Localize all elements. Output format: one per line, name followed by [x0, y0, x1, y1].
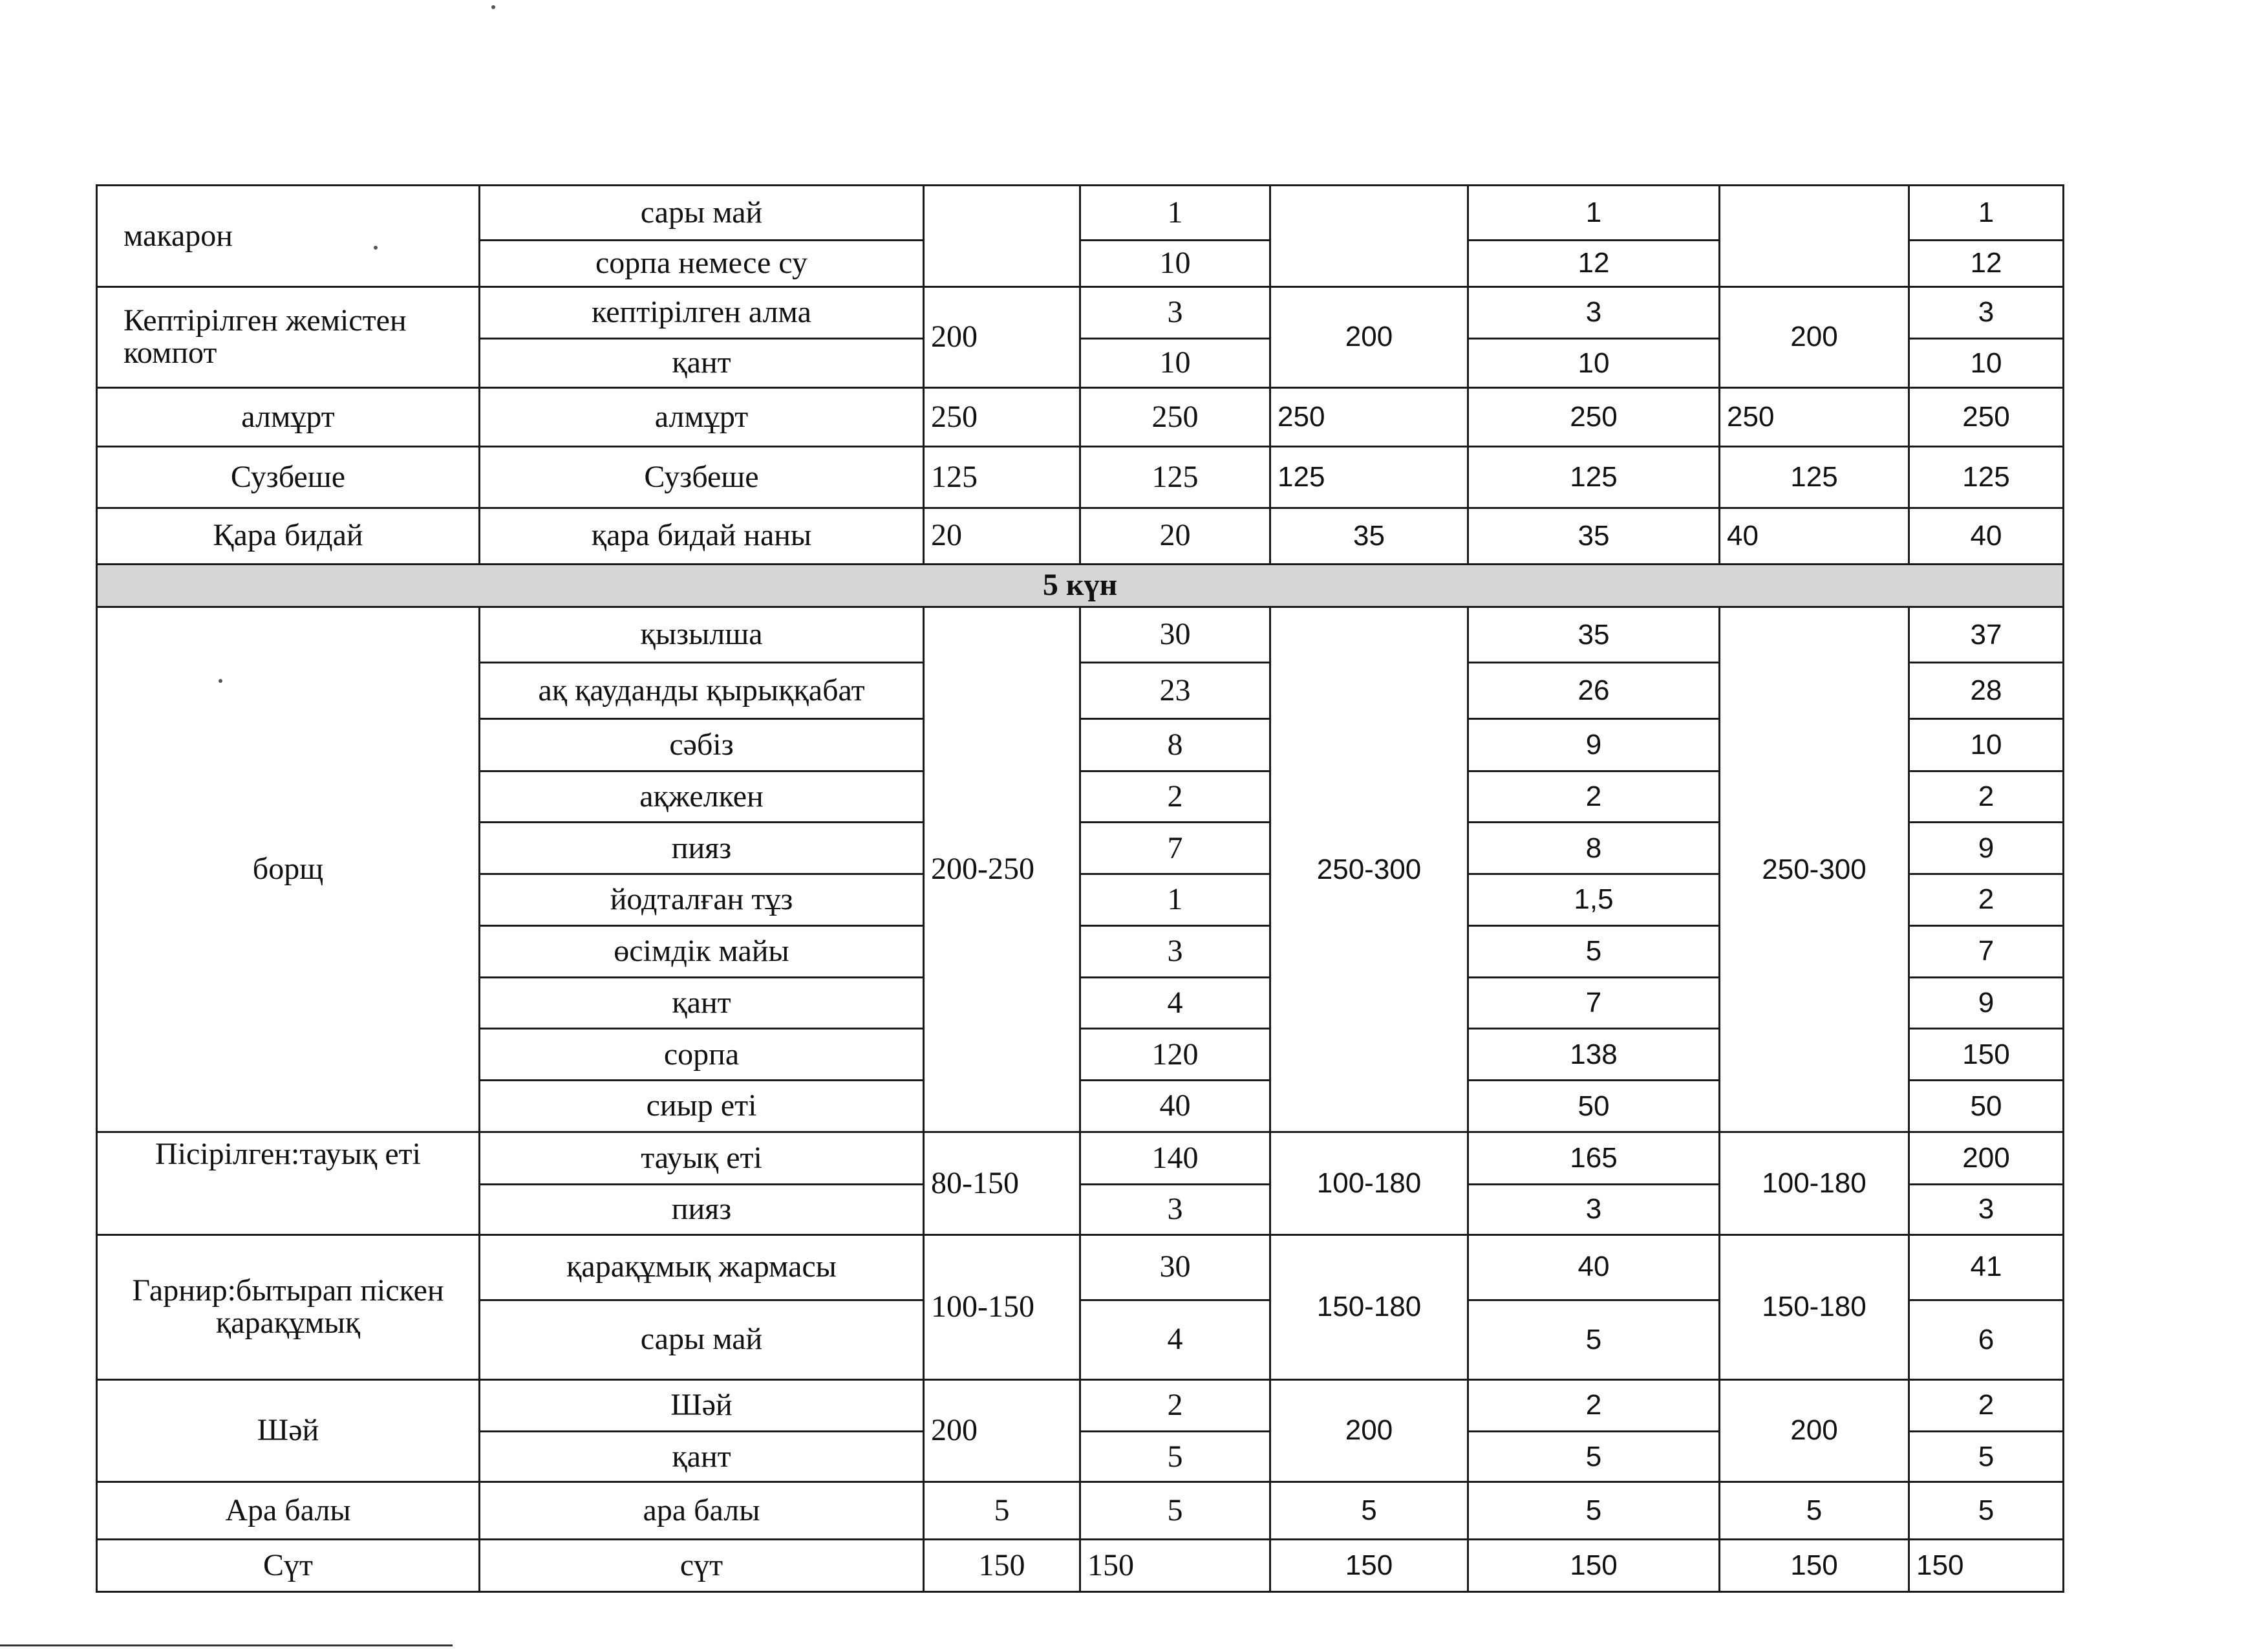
gram-age-2: 5 — [1468, 1432, 1720, 1482]
gram-age-2: 125 — [1468, 446, 1720, 508]
ingredient-name: сорпа — [480, 1029, 924, 1081]
gram-age-3: 12 — [1909, 240, 2064, 286]
gram-age-3: 150 — [1909, 1540, 2064, 1592]
table-row — [97, 1482, 2064, 1540]
portion-age-1: 125 — [924, 446, 1080, 508]
scan-speck — [219, 679, 222, 683]
gram-age-1: 20 — [1080, 508, 1270, 564]
gram-age-2: 12 — [1468, 240, 1720, 286]
portion-age-3 — [1720, 186, 1909, 287]
dish-name: борщ — [97, 607, 480, 1132]
ingredient-name: сиыр еті — [480, 1081, 924, 1132]
gram-age-2: 138 — [1468, 1029, 1720, 1081]
gram-age-3: 2 — [1909, 771, 2064, 823]
gram-age-1: 7 — [1080, 823, 1270, 874]
ingredient-name: қант — [480, 1432, 924, 1482]
menu-table — [96, 184, 2064, 1593]
ingredient-name: сары май — [480, 186, 924, 241]
day-label: 5 күн — [97, 564, 2064, 607]
gram-age-1: 1 — [1080, 874, 1270, 926]
ingredient-name: алмұрт — [480, 387, 924, 446]
portion-age-1: 5 — [924, 1482, 1080, 1540]
gram-age-1: 140 — [1080, 1132, 1270, 1185]
gram-age-1: 125 — [1080, 446, 1270, 508]
gram-age-3: 5 — [1909, 1432, 2064, 1482]
ingredient-name: сорпа немесе су — [480, 240, 924, 286]
gram-age-1: 23 — [1080, 663, 1270, 719]
gram-age-2: 2 — [1468, 1379, 1720, 1432]
portion-age-2: 200 — [1270, 286, 1468, 387]
gram-age-3: 40 — [1909, 508, 2064, 564]
table-row — [97, 1234, 2064, 1300]
gram-age-1: 5 — [1080, 1482, 1270, 1540]
portion-age-3: 100-180 — [1720, 1132, 1909, 1235]
gram-age-2: 5 — [1468, 1482, 1720, 1540]
gram-age-3: 3 — [1909, 1184, 2064, 1234]
ingredient-name: қарақұмық жармасы — [480, 1234, 924, 1300]
portion-age-2: 5 — [1270, 1482, 1468, 1540]
portion-age-2: 100-180 — [1270, 1132, 1468, 1235]
dish-name: Сузбеше — [97, 446, 480, 508]
gram-age-3: 7 — [1909, 925, 2064, 977]
ingredient-name: қара бидай наны — [480, 508, 924, 564]
gram-age-3: 125 — [1909, 446, 2064, 508]
gram-age-2: 1 — [1468, 186, 1720, 241]
portion-age-1: 80-150 — [924, 1132, 1080, 1235]
ingredient-name: ара балы — [480, 1482, 924, 1540]
portion-age-1 — [924, 186, 1080, 287]
scan-speck — [374, 246, 378, 250]
gram-age-2: 2 — [1468, 771, 1720, 823]
gram-age-2: 7 — [1468, 977, 1720, 1029]
ingredient-name: тауық еті — [480, 1132, 924, 1185]
gram-age-2: 26 — [1468, 663, 1720, 719]
table-row — [97, 1379, 2064, 1432]
gram-age-2: 165 — [1468, 1132, 1720, 1185]
portion-age-2: 35 — [1270, 508, 1468, 564]
gram-age-3: 1 — [1909, 186, 2064, 241]
ingredient-name: Сузбеше — [480, 446, 924, 508]
scan-speck — [491, 5, 495, 9]
portion-age-3: 125 — [1720, 446, 1909, 508]
portion-age-2: 250-300 — [1270, 607, 1468, 1132]
table-row — [97, 1540, 2064, 1592]
gram-age-3: 9 — [1909, 823, 2064, 874]
gram-age-1: 30 — [1080, 1234, 1270, 1300]
portion-age-1: 150 — [924, 1540, 1080, 1592]
dish-name: Қара бидай — [97, 508, 480, 564]
portion-age-3: 150-180 — [1720, 1234, 1909, 1379]
portion-age-3: 5 — [1720, 1482, 1909, 1540]
gram-age-2: 1,5 — [1468, 874, 1720, 926]
ingredient-name: өсімдік майы — [480, 925, 924, 977]
table-row — [97, 446, 2064, 508]
portion-age-2: 200 — [1270, 1379, 1468, 1482]
ingredient-name: пияз — [480, 823, 924, 874]
gram-age-1: 120 — [1080, 1029, 1270, 1081]
gram-age-1: 3 — [1080, 286, 1270, 339]
dish-name: макарон — [97, 186, 480, 287]
ingredient-name: қант — [480, 339, 924, 388]
gram-age-3: 28 — [1909, 663, 2064, 719]
table-row — [97, 607, 2064, 663]
ingredient-name: сәбіз — [480, 718, 924, 771]
portion-age-1: 200-250 — [924, 607, 1080, 1132]
ingredient-name: қант — [480, 977, 924, 1029]
gram-age-2: 35 — [1468, 508, 1720, 564]
gram-age-3: 150 — [1909, 1029, 2064, 1081]
gram-age-3: 37 — [1909, 607, 2064, 663]
ingredient-name: пияз — [480, 1184, 924, 1234]
portion-age-2: 125 — [1270, 446, 1468, 508]
portion-age-1: 250 — [924, 387, 1080, 446]
dish-name: Ара балы — [97, 1482, 480, 1540]
portion-age-3: 150 — [1720, 1540, 1909, 1592]
gram-age-1: 40 — [1080, 1081, 1270, 1132]
portion-age-2: 150-180 — [1270, 1234, 1468, 1379]
gram-age-1: 3 — [1080, 1184, 1270, 1234]
dish-name: Шәй — [97, 1379, 480, 1482]
gram-age-3: 5 — [1909, 1482, 2064, 1540]
portion-age-2: 150 — [1270, 1540, 1468, 1592]
ingredient-name: сүт — [480, 1540, 924, 1592]
gram-age-3: 200 — [1909, 1132, 2064, 1185]
ingredient-name: сары май — [480, 1300, 924, 1379]
table-row — [97, 1132, 2064, 1185]
gram-age-3: 41 — [1909, 1234, 2064, 1300]
gram-age-1: 4 — [1080, 977, 1270, 1029]
gram-age-2: 35 — [1468, 607, 1720, 663]
table-row — [97, 186, 2064, 241]
portion-age-1: 100-150 — [924, 1234, 1080, 1379]
gram-age-1: 8 — [1080, 718, 1270, 771]
day-header-row — [97, 564, 2064, 607]
gram-age-2: 8 — [1468, 823, 1720, 874]
gram-age-3: 10 — [1909, 718, 2064, 771]
gram-age-1: 1 — [1080, 186, 1270, 241]
gram-age-3: 250 — [1909, 387, 2064, 446]
ingredient-name: ақ қауданды қырыққабат — [480, 663, 924, 719]
gram-age-3: 2 — [1909, 874, 2064, 926]
gram-age-2: 5 — [1468, 925, 1720, 977]
gram-age-1: 5 — [1080, 1432, 1270, 1482]
gram-age-2: 3 — [1468, 286, 1720, 339]
gram-age-2: 40 — [1468, 1234, 1720, 1300]
gram-age-1: 3 — [1080, 925, 1270, 977]
gram-age-2: 5 — [1468, 1300, 1720, 1379]
dish-name: Гарнир:бытырап піскен қарақұмық — [97, 1234, 480, 1379]
table-row — [97, 387, 2064, 446]
portion-age-3: 250 — [1720, 387, 1909, 446]
gram-age-1: 30 — [1080, 607, 1270, 663]
portion-age-1: 200 — [924, 1379, 1080, 1482]
dish-name: Сүт — [97, 1540, 480, 1592]
ingredient-name: қызылша — [480, 607, 924, 663]
gram-age-2: 250 — [1468, 387, 1720, 446]
portion-age-2 — [1270, 186, 1468, 287]
portion-age-3: 200 — [1720, 1379, 1909, 1482]
gram-age-2: 10 — [1468, 339, 1720, 388]
table-row — [97, 286, 2064, 339]
gram-age-1: 10 — [1080, 339, 1270, 388]
gram-age-1: 150 — [1080, 1540, 1270, 1592]
ingredient-name: кептірілген алма — [480, 286, 924, 339]
ingredient-name: Шәй — [480, 1379, 924, 1432]
portion-age-3: 40 — [1720, 508, 1909, 564]
gram-age-1: 2 — [1080, 1379, 1270, 1432]
ingredient-name: ақжелкен — [480, 771, 924, 823]
gram-age-3: 10 — [1909, 339, 2064, 388]
portion-age-1: 20 — [924, 508, 1080, 564]
portion-age-3: 200 — [1720, 286, 1909, 387]
gram-age-1: 10 — [1080, 240, 1270, 286]
dish-name: Пісірілген:тауық еті — [97, 1132, 480, 1235]
gram-age-2: 3 — [1468, 1184, 1720, 1234]
gram-age-1: 250 — [1080, 387, 1270, 446]
table-row — [97, 508, 2064, 564]
portion-age-2: 250 — [1270, 387, 1468, 446]
portion-age-3: 250-300 — [1720, 607, 1909, 1132]
gram-age-3: 6 — [1909, 1300, 2064, 1379]
gram-age-2: 50 — [1468, 1081, 1720, 1132]
gram-age-2: 9 — [1468, 718, 1720, 771]
portion-age-1: 200 — [924, 286, 1080, 387]
gram-age-3: 3 — [1909, 286, 2064, 339]
gram-age-1: 4 — [1080, 1300, 1270, 1379]
gram-age-3: 9 — [1909, 977, 2064, 1029]
gram-age-2: 150 — [1468, 1540, 1720, 1592]
ingredient-name: йодталған тұз — [480, 874, 924, 926]
gram-age-3: 50 — [1909, 1081, 2064, 1132]
gram-age-3: 2 — [1909, 1379, 2064, 1432]
gram-age-1: 2 — [1080, 771, 1270, 823]
scan-edge-line — [0, 1644, 453, 1646]
dish-name: алмұрт — [97, 387, 480, 446]
dish-name: Кептірілген жемістен компот — [97, 286, 480, 387]
